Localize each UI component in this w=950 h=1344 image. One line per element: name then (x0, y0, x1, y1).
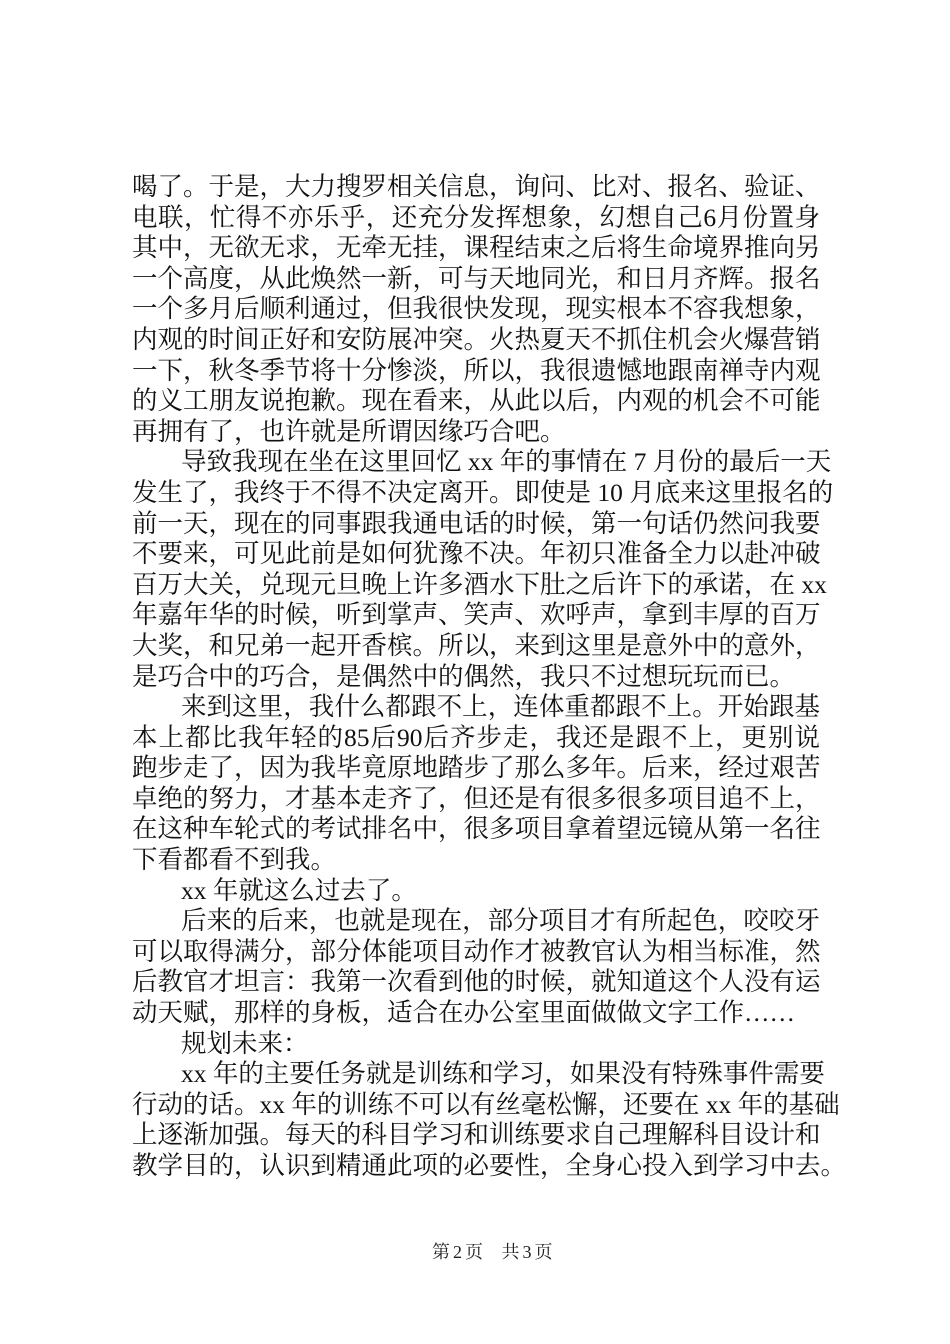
text-line: 教学目的，认识到精通此项的必要性，全身心投入到学习中去。 (132, 1151, 847, 1180)
paragraph-4 (132, 876, 820, 907)
text-line: 电联，忙得不亦乐乎，还充分发挥想象，幻想自己6月份置身 (132, 202, 820, 232)
text-line: xx 年就这么过去了。 (181, 875, 417, 905)
paragraph-2 (132, 447, 834, 692)
text-line: 年嘉年华的时候，听到掌声、笑声、欢呼声，拿到丰厚的百万 (132, 600, 821, 630)
text-line: 规划未来： (181, 1028, 309, 1058)
text-line: 动天赋，那样的身板，适合在办公室里面做做文字工作…… (132, 998, 796, 1028)
paragraph-1 (132, 172, 820, 447)
text-line: 大奖，和兄弟一起开香槟。所以，来到这里是意外中的意外， (132, 630, 821, 660)
page-number-footer: 第2页 共3页 (432, 1242, 556, 1262)
text-line: 行动的话。xx 年的训练不可以有丝毫松懈，还要在 xx 年的基础 (132, 1089, 840, 1119)
text-line: 是巧合中的巧合，是偶然中的偶然，我只不过想玩玩而已。 (132, 661, 796, 691)
text-line: 一个高度，从此焕然一新，可与天地同光，和日月齐辉。报名 (132, 263, 821, 293)
text-line: 本上都比我年轻的85后90后齐步走，我还是跟不上，更别说 (132, 722, 820, 752)
text-line: 内观的时间正好和安防展冲突。火热夏天不抓住机会火爆营销 (132, 324, 821, 354)
text-line: 不要来，可见此前是如何犹豫不决。年初只准备全力以赴冲破 (132, 539, 821, 569)
text-line: 卓绝的努力，才基本走齐了，但还是有很多很多项目追不上， (132, 783, 821, 813)
text-line: 下看都看不到我。 (132, 845, 337, 875)
section-heading-planning (132, 1029, 820, 1060)
text-line: 一个多月后顺利通过，但我很快发现，现实根本不容我想象， (132, 294, 821, 324)
text-line: 后教官才坦言：我第一次看到他的时候，就知道这个人没有运 (132, 967, 821, 997)
paragraph-7 (132, 1059, 847, 1181)
body-text (132, 172, 847, 1182)
paragraph-5 (132, 906, 820, 1028)
text-line: 发生了，我终于不得不决定离开。即使是 10 月底来这里报名的 (132, 477, 834, 507)
text-line: 百万大关，兑现元旦晚上许多酒水下肚之后许下的承诺，在 xx (132, 569, 827, 599)
paragraph-3 (132, 692, 820, 876)
text-line: 可以取得满分，部分体能项目动作才被教官认为相当标准，然 (132, 936, 821, 966)
text-line: 前一天，现在的同事跟我通电话的时候，第一句话仍然问我要 (132, 508, 821, 538)
text-line: 导致我现在坐在这里回忆 xx 年的事情在 7 月份的最后一天 (181, 447, 832, 477)
text-line: 上逐渐加强。每天的科目学习和训练要求自己理解科目设计和 (132, 1120, 821, 1150)
text-line: 其中，无欲无求，无牵无挂，课程结束之后将生命境界推向另 (132, 233, 821, 263)
text-line: 的义工朋友说抱歉。现在看来，从此以后，内观的机会不可能 (132, 386, 821, 416)
text-line: 再拥有了，也许就是所谓因缘巧合吧。 (132, 416, 566, 446)
text-line: 后来的后来，也就是现在，部分项目才有所起色，咬咬牙 (181, 906, 820, 936)
text-line: 喝了。于是，大力搜罗相关信息，询问、比对、报名、验证、 (132, 172, 821, 201)
text-line: 在这种车轮式的考试排名中，很多项目拿着望远镜从第一名往 (132, 814, 821, 844)
text-line: 一下，秋冬季节将十分惨淡，所以，我很遗憾地跟南禅寺内观 (132, 355, 821, 385)
text-line: 来到这里，我什么都跟不上，连体重都跟不上。开始跟基 (181, 692, 820, 722)
text-line: xx 年的主要任务就是训练和学习，如果没有特殊事件需要 (181, 1059, 825, 1089)
text-line: 跑步走了，因为我毕竟原地踏步了那么多年。后来，经过艰苦 (132, 753, 821, 783)
